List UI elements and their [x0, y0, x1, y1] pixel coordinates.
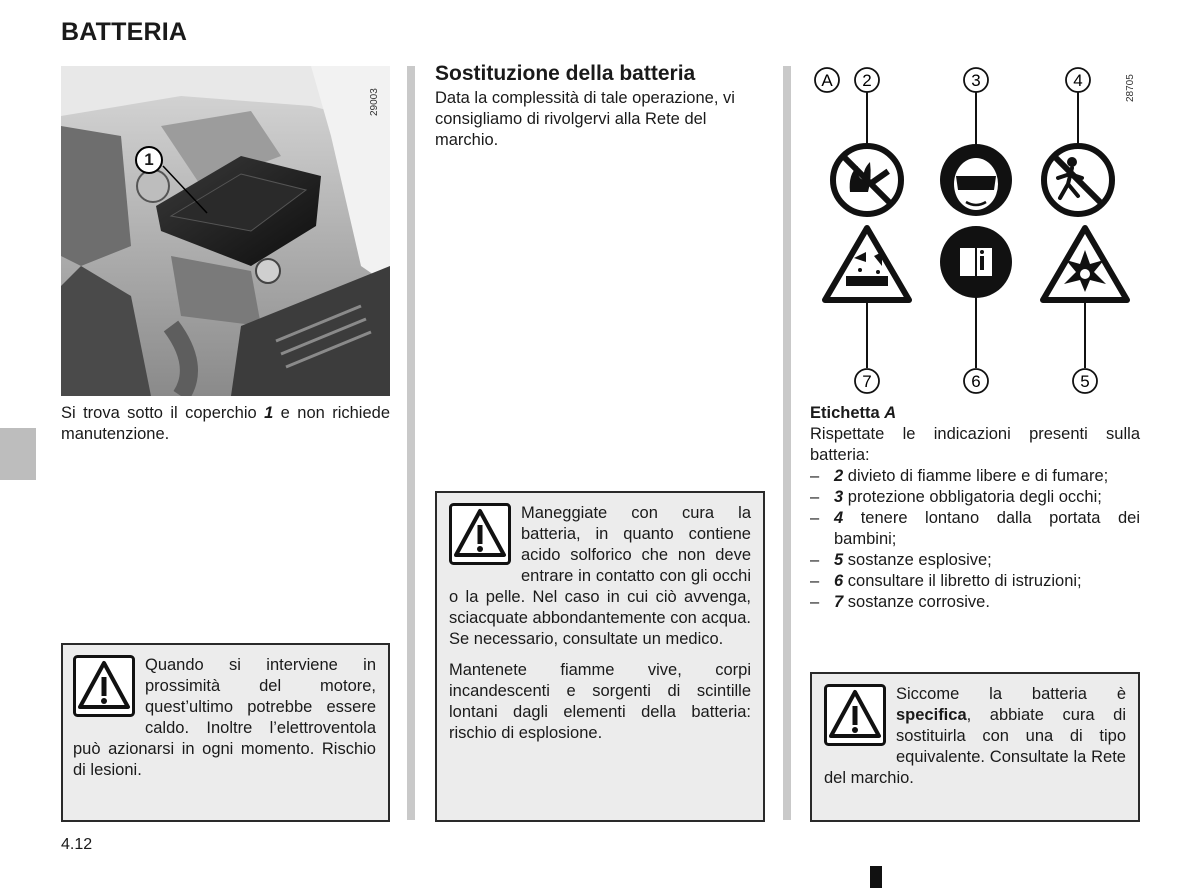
label-legend-title: Etichetta A — [810, 404, 897, 422]
no-flames-icon — [833, 146, 901, 214]
acid-warning-text: Maneggiate con cura la batteria, in quanto contiene acido solforico che non deve entrare in contatto con gli occhi o la pelle. Nel caso in cui ciò avvenga, sciacquate abbondantemente con acqua. Se necessario, consultate un medico. — [449, 504, 751, 648]
callout-1-label: 1 — [144, 150, 154, 169]
keep-away-children-icon — [1044, 146, 1112, 214]
battery-label-symbols — [810, 62, 1150, 402]
engine-heat-warning-text: Quando si interviene in prossimità del motore, quest’ultimo potrebbe essere caldo. Inoltre l’elettroventola può azionarsi in ogni momento. Rischio di lesioni. — [73, 656, 376, 779]
label-legend-list — [810, 466, 1140, 613]
battery-replacement-text: Data la complessità di tale operazione, vi consigliamo di rivolgervi alla Rete del marchio. — [435, 89, 735, 149]
svg-text:7: 7 — [862, 372, 872, 391]
page-number: 4.12 — [61, 836, 93, 853]
corrosive-hazard-icon — [825, 228, 909, 300]
page-title: BATTERIA — [61, 18, 188, 46]
warning-triangle-icon — [449, 503, 511, 565]
battery-replacement-title: Sostituzione della batteria — [435, 62, 696, 85]
acid-warning-box — [435, 491, 765, 822]
label-legend-intro: Rispettate le indicazioni presenti sulla batteria: — [810, 425, 1140, 464]
legend-item-7: – 7 sostanze corrosive. — [810, 593, 990, 611]
symbol-number-6 — [964, 369, 988, 393]
photo-reference-code: 29003 — [369, 88, 380, 116]
svg-text:4: 4 — [1073, 71, 1083, 90]
battery-location-text: Si trova sotto il coperchio 1 e non richiede manutenzione. — [61, 404, 390, 443]
svg-text:2: 2 — [862, 71, 872, 90]
eye-protection-icon — [940, 144, 1012, 216]
column-divider-1 — [407, 66, 415, 820]
page-edge-mark — [870, 866, 882, 888]
symbol-number-3 — [964, 68, 988, 92]
symbol-number-5 — [1073, 369, 1097, 393]
engine-heat-warning-box — [61, 643, 390, 822]
symbols-reference-code: 28705 — [1125, 74, 1136, 102]
svg-text:5: 5 — [1080, 372, 1090, 391]
section-side-tab — [0, 428, 36, 480]
warning-triangle-icon — [73, 655, 135, 717]
warning-triangle-icon — [824, 684, 886, 746]
svg-text:6: 6 — [971, 372, 981, 391]
symbol-number-4 — [1066, 68, 1090, 92]
battery-specific-warning-box — [810, 672, 1140, 822]
legend-item-4: – 4 tenere lontano dalla portata dei bambini; — [810, 509, 1140, 548]
explosion-warning-text: Mantenete fiamme vive, corpi incandescenti e sorgenti di scintille lontani dagli elementi della batteria: rischio di esplosione. — [449, 661, 751, 742]
battery-specific-warning-text: Siccome la batteria è specifica, abbiate cura di sostituirla con una di tipo equivalente. Consultate la Rete del marchio. — [824, 685, 1126, 787]
explosive-hazard-icon — [1043, 228, 1127, 300]
column-divider-2 — [783, 66, 791, 820]
engine-bay-photo — [61, 66, 390, 396]
legend-item-2: – 2 divieto di fiamme libere e di fumare; — [810, 467, 1109, 485]
legend-item-5: – 5 sostanze esplosive; — [810, 551, 992, 569]
svg-text:3: 3 — [971, 71, 981, 90]
callout-1 — [135, 146, 163, 174]
consult-manual-icon — [940, 226, 1012, 298]
legend-item-3: – 3 protezione obbligatoria degli occhi; — [810, 488, 1102, 506]
label-letter-a — [815, 68, 839, 92]
svg-text:A: A — [821, 71, 833, 90]
symbol-number-7 — [855, 369, 879, 393]
label-legend — [810, 403, 1140, 613]
legend-item-6: – 6 consultare il libretto di istruzioni; — [810, 572, 1082, 590]
symbol-number-2 — [855, 68, 879, 92]
